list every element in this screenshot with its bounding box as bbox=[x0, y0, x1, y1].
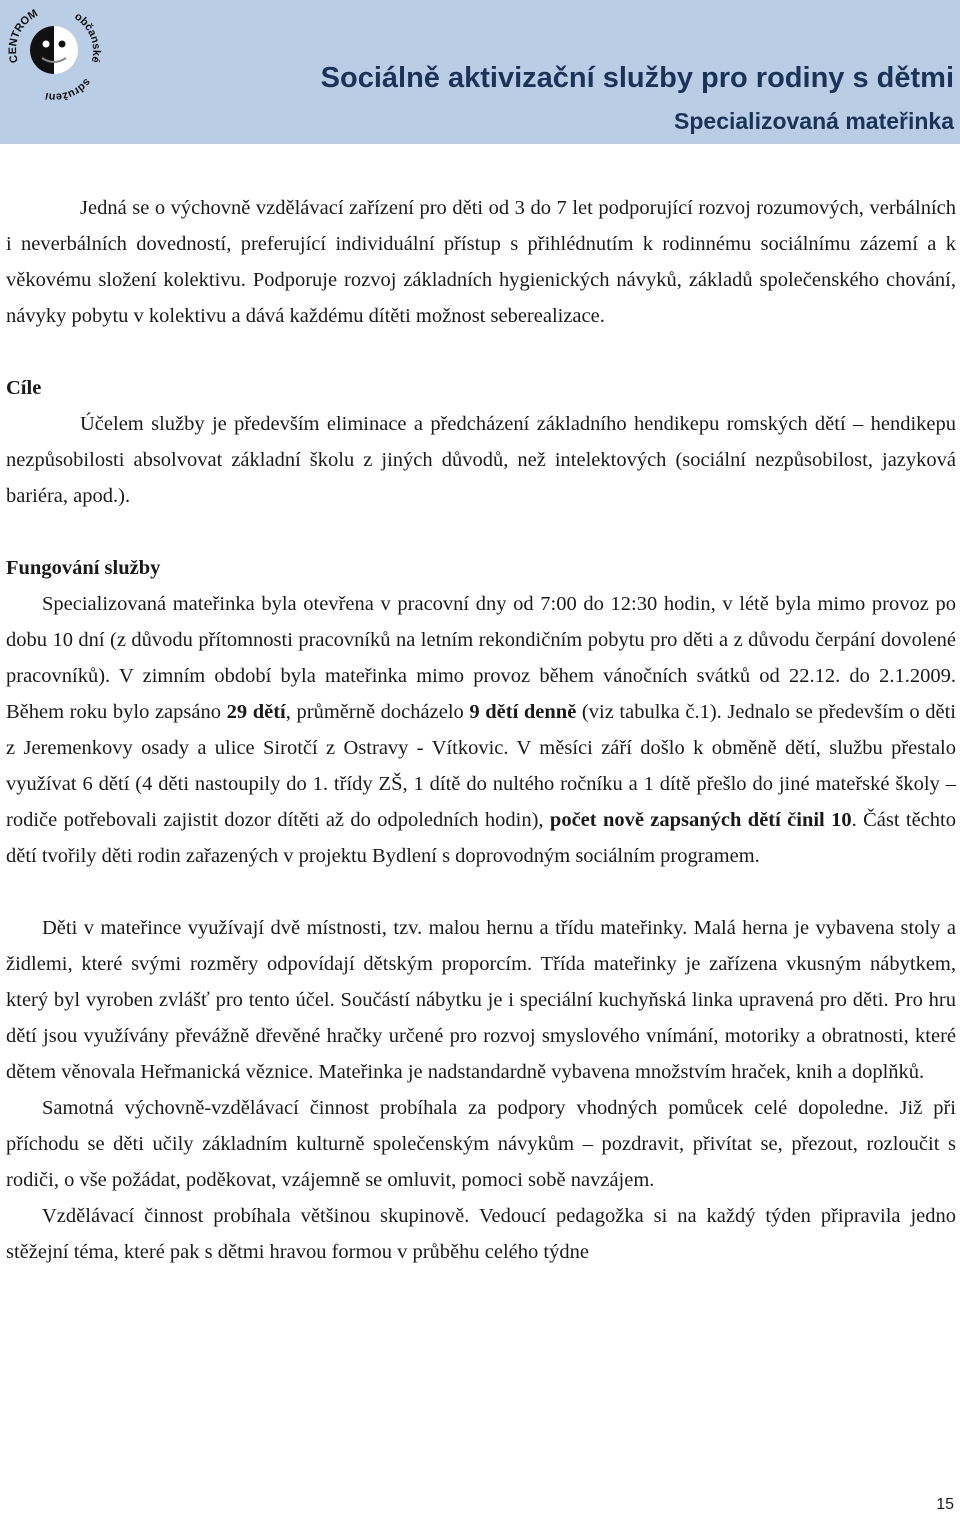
enrolled-children-count: 29 dětí bbox=[226, 701, 286, 723]
logo-text-bottom: sdružení bbox=[44, 76, 94, 100]
rooms-paragraph: Děti v mateřince využívají dvě místnosti, tzv. malou hernu a třídu mateřinky. Malá herna je vybavena stoly a židlemi, které svými rozměry odpovídají dětským proporcím. Třída mateřinky je zařízena vkusným nábytkem, který byl vyroben zvlášť pro tento účel. Součástí nábytku je i speciální kuchyňská linka upravená pro děti. Pro hru dětí jsou využívány převážně dřevěné hračky určené pro rozvoj smyslového vnímání, motoriky a obratnosti, které dětem věnovala Heřmanická věznice. Mateřinka je nadstandardně vybavena množstvím hraček, knih a doplňků. bbox=[6, 917, 956, 1083]
goals-heading: Cíle bbox=[6, 377, 42, 399]
operation-text-e: . Část těchto dětí tvořily děti rodin zařazených v projektu Bydlení s doprovodným sociálním programem. bbox=[6, 809, 956, 867]
centrom-logo bbox=[4, 0, 104, 100]
activity-paragraph: Samotná výchovně-vzdělávací činnost probíhala za podpory vhodných pomůcek celé dopoledne. Již při příchodu se děti učily základním kulturně společenským návykům – pozdravit, přivítat se, přezout, rozloučit s rodiči, o vše požádat, poděkovat, vzájemně se omluvit, pomoci sobě navzájem. bbox=[6, 1097, 956, 1191]
operation-paragraph-1 bbox=[6, 586, 956, 874]
operation-text-d: (viz tabulka č.1). Jednalo se především o děti z Jeremenkovy osady a ulice Sirotčí z Ostravy - Vítkovic. V měsíci září došlo k obměně dětí, službu přestalo využívat 6 dětí (4 děti nastoupily do 1. třídy ZŠ, 1 dítě do nultého ročníku a 1 dítě přešlo do jiné mateřské školy – rodiče potřebovali zajistit dozor dítěti až do odpoledních hodin), bbox=[6, 701, 956, 831]
logo-text-right: občanské bbox=[72, 10, 103, 64]
page-header bbox=[0, 0, 960, 144]
operation-text-a: Specializovaná mateřinka byla otevřena v pracovní dny od 7:00 do 12:30 hodin, v létě byla mimo provoz po dobu 10 dní (z důvodu přítomnosti pracovníků na letním rekondičním pobytu pro děti a z důvodu čerpání dovolené pracovníků). V zimním období byla mateřinka mimo provoz během vánočních svátků od 22.12. do 2.1.2009. Během roku bylo zapsáno bbox=[6, 593, 956, 723]
new-enrollment: počet nově zapsaných dětí činil 10 bbox=[549, 809, 852, 831]
intro-paragraph: Jedná se o výchovně vzdělávací zařízení pro děti od 3 do 7 let podporující rozvoj rozumových, verbálních i neverbálních dovedností, preferující individuální přístup s přihlédnutím k rodinnému sociálnímu zázemí a k věkovému složení kolektivu. Podporuje rozvoj základních hygienických návyků, základů společenského chování, návyky pobytu v kolektivu a dává každému dítěti možnost seberealizace. bbox=[6, 197, 956, 327]
daily-attendance: 9 dětí denně bbox=[469, 701, 577, 723]
header-title: Sociálně aktivizační služby pro rodiny s dětmi bbox=[320, 62, 954, 94]
operation-heading: Fungování služby bbox=[6, 557, 161, 579]
document-body bbox=[6, 190, 956, 1270]
svg-text:sdružení bbox=[43, 76, 93, 100]
logo-text-top: CENTROM bbox=[7, 7, 40, 65]
header-subtitle: Specializovaná mateřinka bbox=[674, 108, 954, 134]
goals-paragraph: Účelem služby je především eliminace a předcházení základního hendikepu romských dětí – hendikepu nezpůsobilosti absolvovat základní školu z jiných důvodů, než intelektových (sociální nezpůsobilost, jazyková bariéra, apod.). bbox=[6, 413, 956, 507]
education-paragraph: Vzdělávací činnost probíhala většinou skupinově. Vedoucí pedagožka si na každý týden připravila jedno stěžejní téma, které pak s dětmi hravou formou v průběhu celého týdne bbox=[6, 1205, 956, 1263]
page-number: 15 bbox=[936, 1496, 954, 1513]
operation-text-c: , průměrně docházelo bbox=[285, 701, 470, 723]
